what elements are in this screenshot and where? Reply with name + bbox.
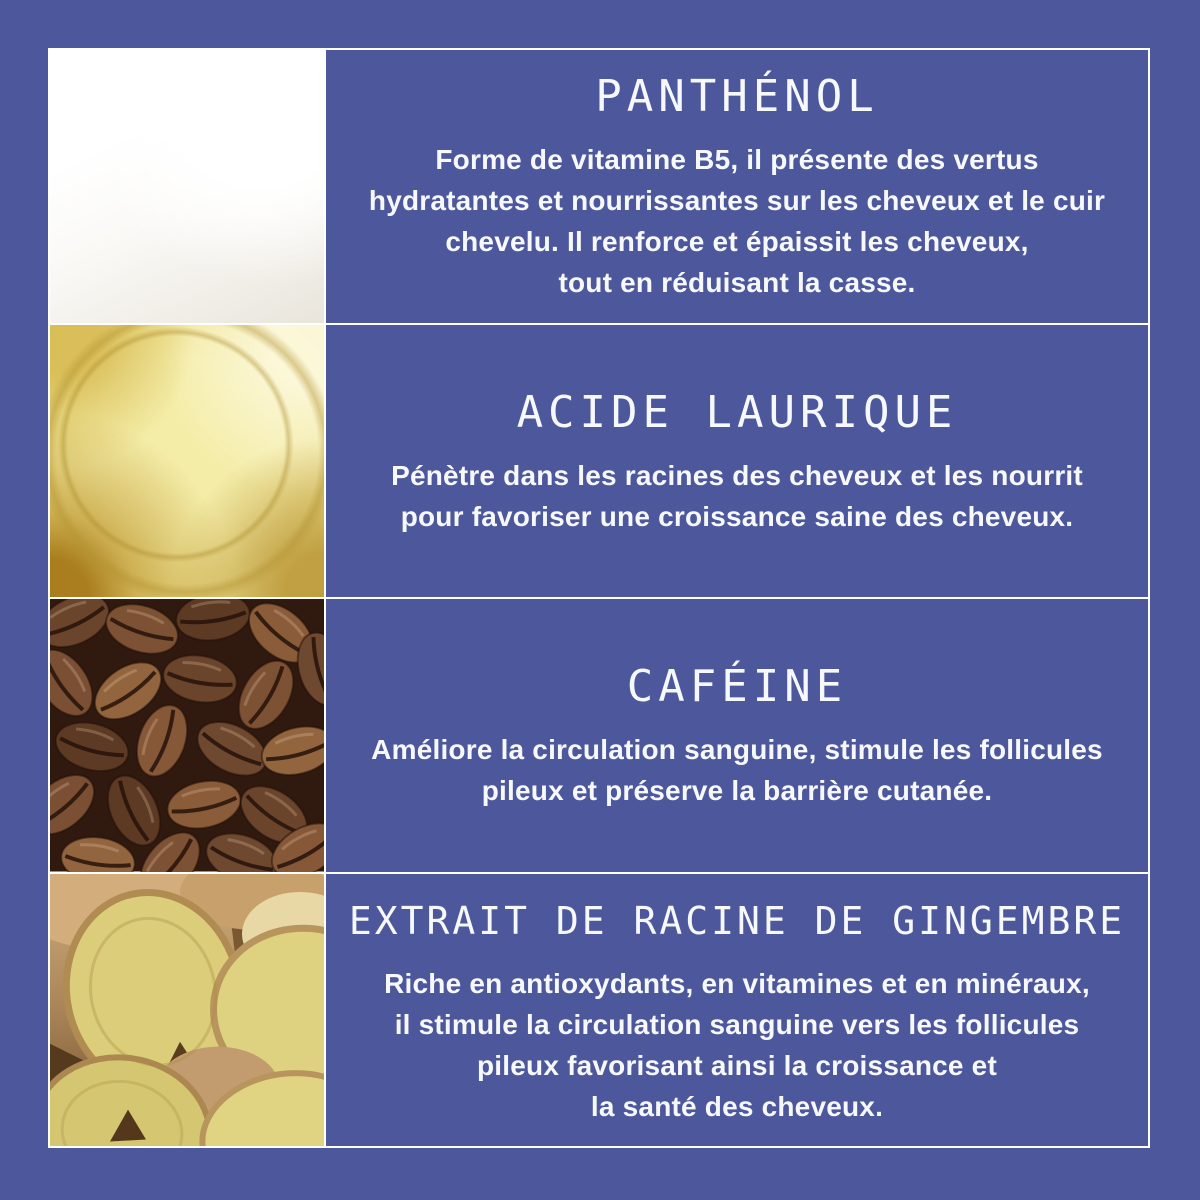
panthenol-section: [326, 50, 1148, 323]
cafeine-section: [326, 599, 1148, 872]
acide-laurique-section: [326, 325, 1148, 598]
gingembre-section: [326, 874, 1148, 1147]
yellow-oil-image: [50, 325, 324, 598]
gingembre-title: EXTRAIT DE RACINE DE GINGEMBRE: [348, 898, 1126, 943]
acide-laurique-title: ACIDE LAURIQUE: [516, 386, 958, 438]
white-cream-image: [50, 50, 324, 323]
description-line: Forme de vitamine B5, il présente des vertus: [435, 144, 1039, 176]
coffee-beans-image: [50, 599, 324, 872]
cafeine-photo: [50, 599, 324, 872]
description-line: Pénètre dans les racines des cheveux et les nourrit: [391, 459, 1083, 491]
description-line: tout en réduisant la casse.: [558, 267, 916, 299]
description-line: Améliore la circulation sanguine, stimule les follicules: [371, 734, 1103, 766]
acide-laurique-description: [391, 455, 1083, 537]
description-line: hydratantes et nourrissantes sur les cheveux et le cuir: [368, 185, 1106, 217]
panthenol-title: PANTHÉNOL: [595, 71, 879, 123]
description-line: il stimule la circulation sanguine vers les follicules: [394, 1008, 1080, 1040]
description-line: pileux favorisant ainsi la croissance et: [476, 1049, 997, 1081]
acide-laurique-photo: [50, 325, 324, 598]
cafeine-description: [371, 729, 1103, 811]
panthenol-description: [369, 139, 1105, 303]
infographic-frame: [48, 48, 1150, 1148]
gingembre-photo: [50, 874, 324, 1147]
ginger-root-image: [50, 874, 324, 1147]
panthenol-photo: [50, 50, 324, 323]
description-line: la santé des cheveux.: [590, 1090, 884, 1122]
description-line: chevelu. Il renforce et épaissit les cheveux,: [445, 226, 1029, 258]
description-line: pileux et préserve la barrière cutanée.: [481, 775, 993, 807]
gingembre-description: [384, 963, 1090, 1127]
description-line: pour favoriser une croissance saine des cheveux.: [400, 500, 1074, 532]
description-line: Riche en antioxydants, en vitamines et en minéraux,: [384, 967, 1090, 999]
cafeine-title: CAFÉINE: [626, 661, 848, 713]
